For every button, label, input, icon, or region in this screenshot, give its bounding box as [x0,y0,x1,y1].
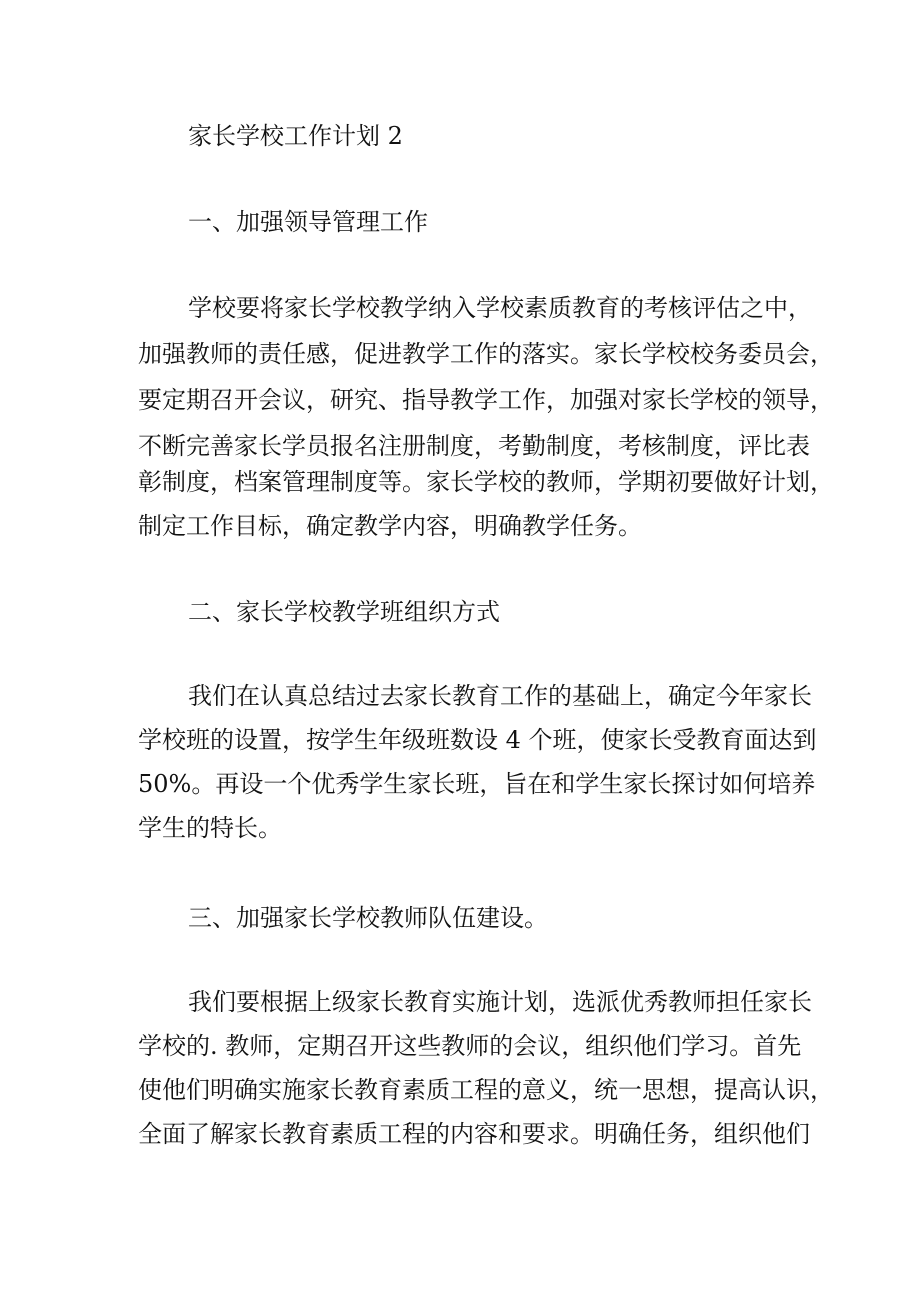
paragraph-line: 不断完善家长学员报名注册制度，考勤制度，考核制度，评比表 [138,432,810,460]
paragraph-line: 制定工作目标，确定教学内容，明确教学任务。 [138,512,642,540]
paragraph-line: 全面了解家长教育素质工程的内容和要求。明确任务，组织他们 [138,1120,810,1148]
paragraph-line: 我们在认真总结过去家长教育工作的基础上，确定今年家长 [188,682,812,710]
paragraph-line: 要定期召开会议，研究、指导教学工作，加强对家长学校的领导， [138,386,834,414]
section-heading-2: 二、家长学校教学班组织方式 [188,598,500,626]
paragraph-line: 加强教师的责任感，促进教学工作的落实。家长学校校务委员会， [138,340,834,368]
paragraph-line: 彰制度，档案管理制度等。家长学校的教师，学期初要做好计划， [138,468,834,496]
paragraph-line: 使他们明确实施家长教育素质工程的意义，统一思想，提高认识， [138,1076,834,1104]
section-heading-3: 三、加强家长学校教师队伍建设。 [188,904,548,932]
section-heading-1: 一、加强领导管理工作 [188,208,428,236]
paragraph-line: 学校的. 教师，定期召开这些教师的会议，组织他们学习。首先 [138,1032,802,1060]
paragraph-line: 50%。再设一个优秀学生家长班，旨在和学生家长探讨如何培养 [138,770,816,798]
paragraph-line: 学校要将家长学校教学纳入学校素质教育的考核评估之中， [188,294,812,322]
document-title: 家长学校工作计划 2 [188,122,403,150]
paragraph-line: 学生的特长。 [138,814,282,842]
paragraph-line: 学校班的设置，按学生年级班数设 4 个班，使家长受教育面达到 [138,726,817,754]
paragraph-line: 我们要根据上级家长教育实施计划，选派优秀教师担任家长 [188,988,812,1016]
